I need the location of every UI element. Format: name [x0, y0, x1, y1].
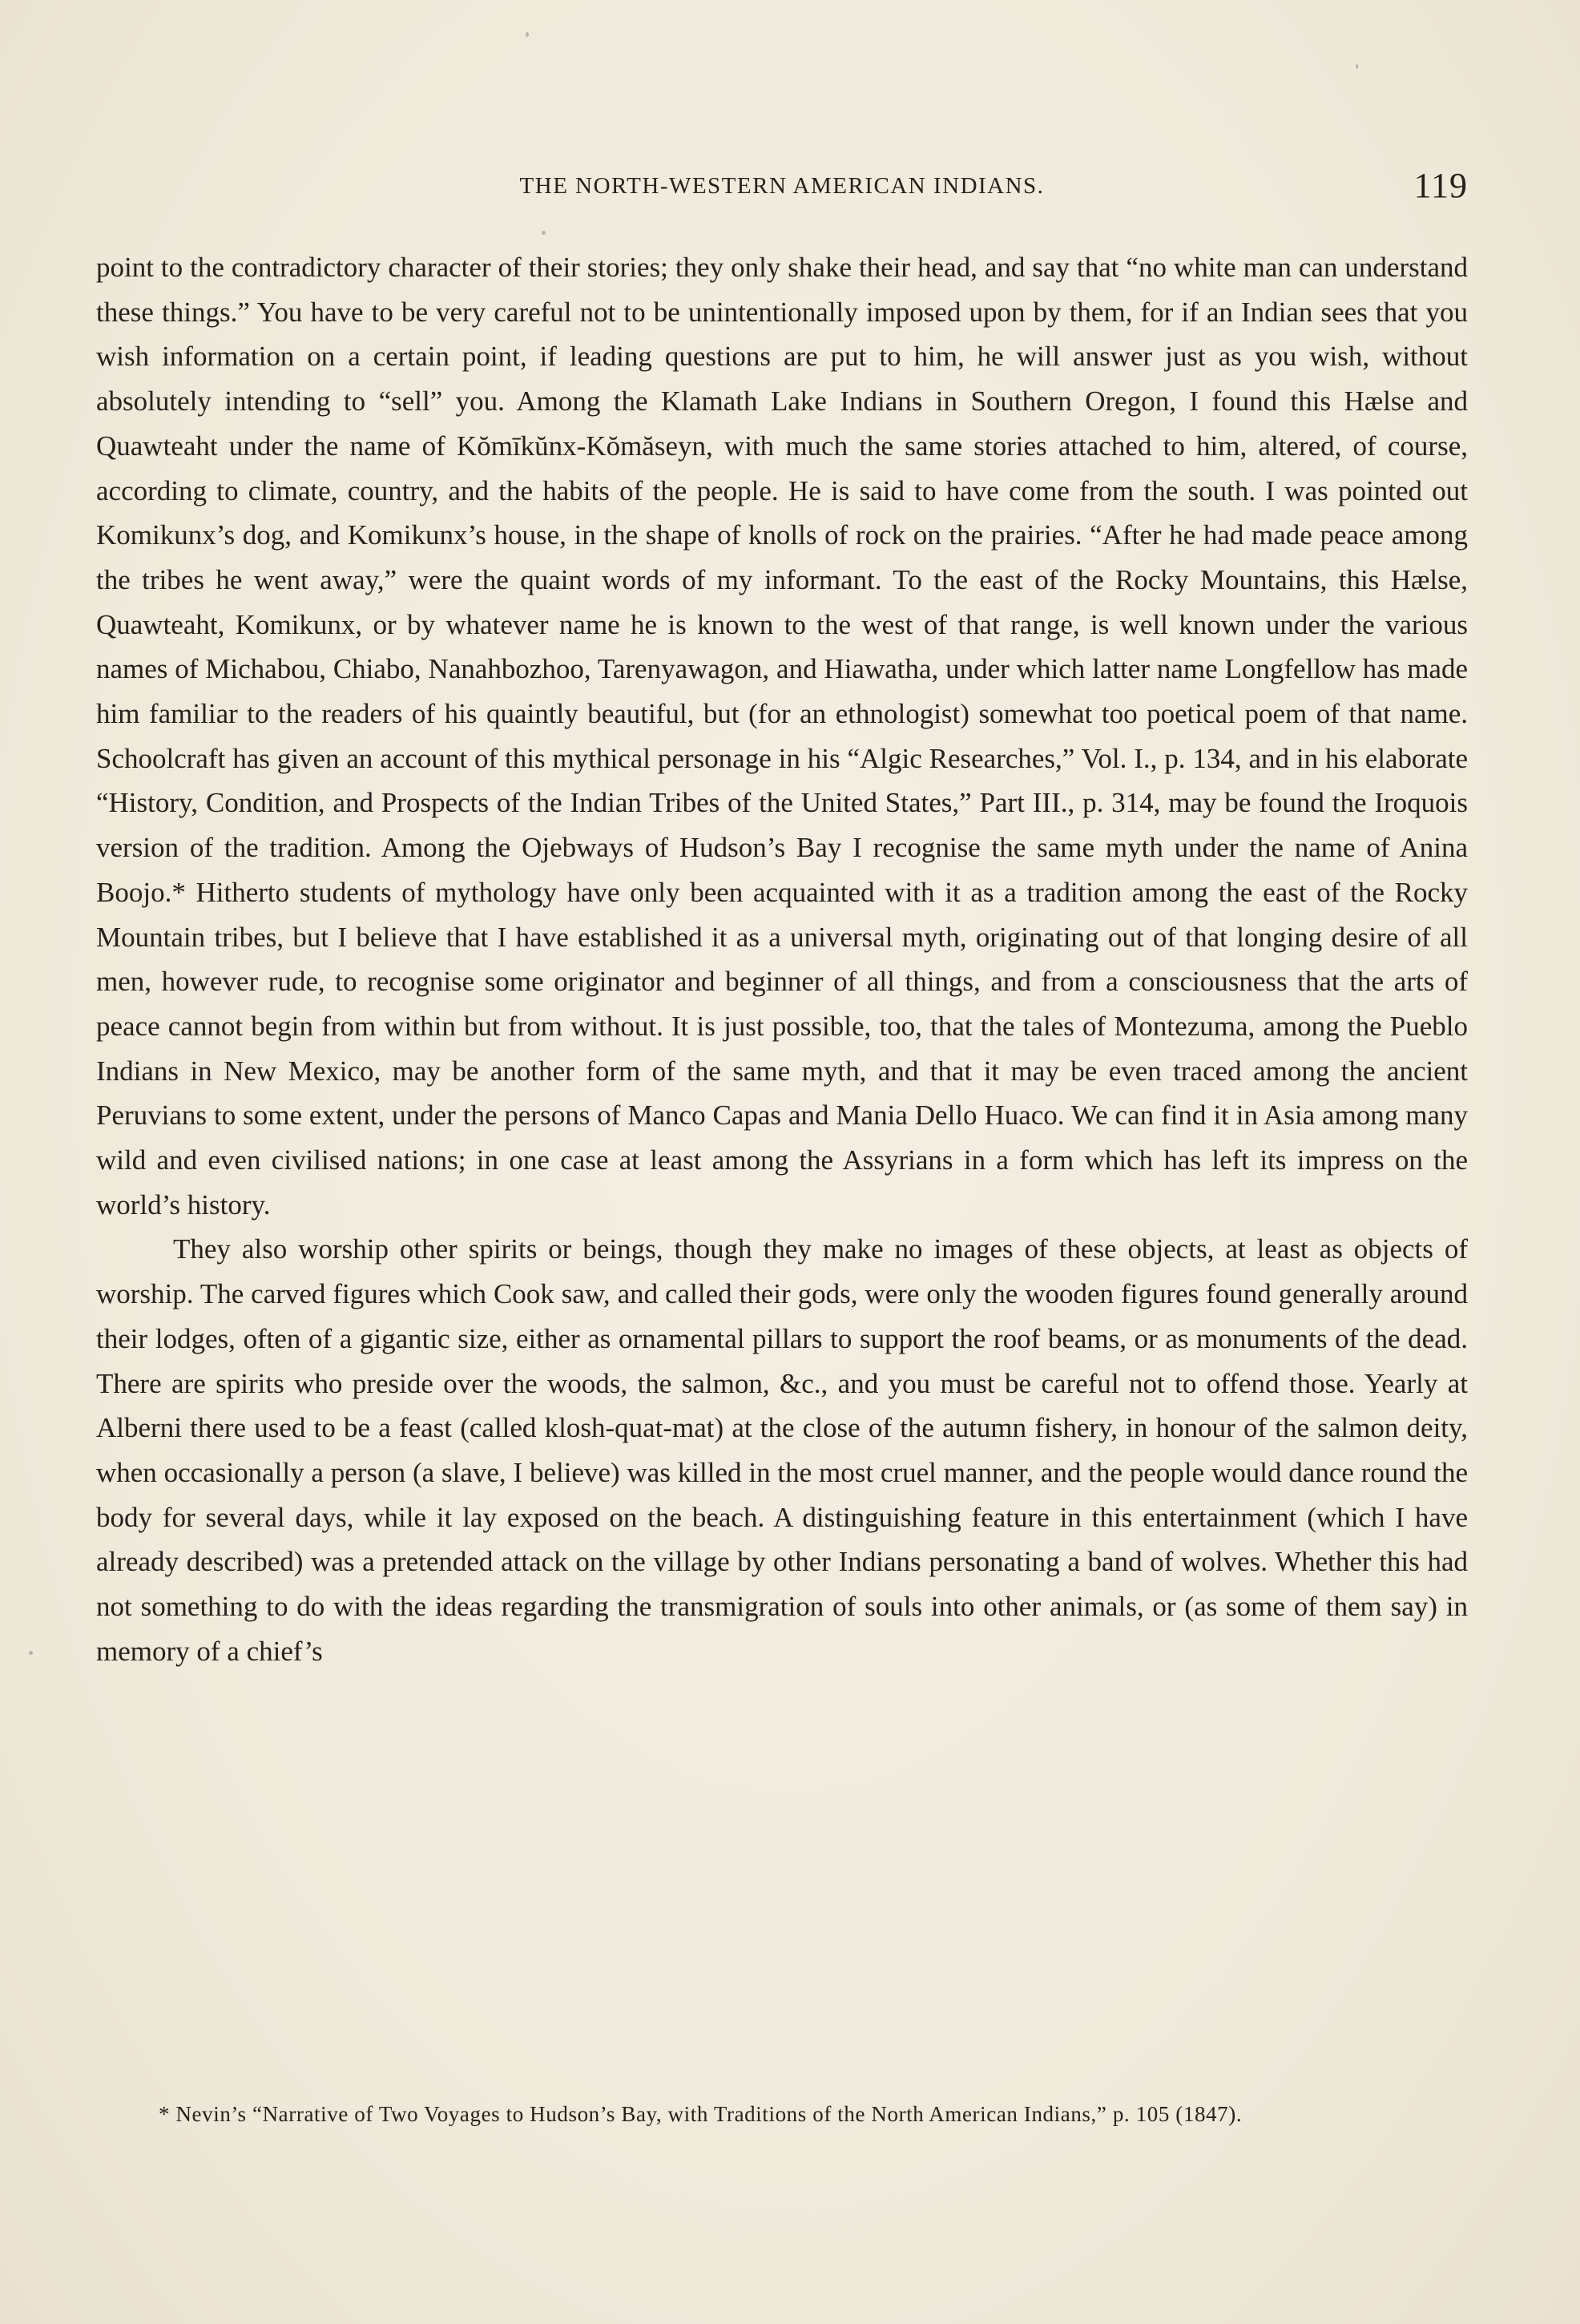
page-number: 119	[1413, 166, 1468, 205]
running-title: THE NORTH-WESTERN AMERICAN INDIANS.	[519, 173, 1045, 199]
running-head	[96, 168, 1468, 208]
body-text	[96, 245, 1468, 1674]
paper-speck	[29, 1651, 33, 1655]
paper-speck	[542, 231, 546, 235]
footnote: * Nevin’s “Narrative of Two Voyages to Hudson’s Bay, with Traditions of the North American Indians,” p. 105 (1847).	[159, 2102, 1243, 2126]
paragraph-spirits: They also worship other spirits or beings, though they make no images of these objects, at least as objects of worship. The carved figures which Cook saw, and called their gods, were only the wooden figures found generally around their lodges, often of a gigantic size, either as ornamental pillars to support the roof beams, or as monuments of the dead. There are spirits who preside over the woods, the salmon, &c., and you must be careful not to offend those. Yearly at Alberni there used to be a feast (called klosh-quat-mat) at the close of the autumn fishery, in honour of the salmon deity, when occasionally a person (a slave, I believe) was killed in the most cruel manner, and the people would dance round the body for several days, while it lay exposed on the beach. A distinguishing feature in this entertainment (which I have already described) was a pretended attack on the village by other Indians personating a band of wolves. Whether this had not something to do with the ideas regarding the transmigration of souls into other animals, or (as some of them say) in memory of a chief’s	[96, 1233, 1468, 1667]
paper-speck	[1356, 64, 1358, 69]
paragraph-continued: point to the contradictory character of their stories; they only shake their head, and say that “no white man can understand these things.” You have to be very careful not to be unintentionally imposed upon by them, for if an Indian sees that you wish information on a certain point, if leading questions are put to him, he will answer just as you wish, without absolutely intending to “sell” you. Among the Klamath Lake Indians in Southern Oregon, I found this Hælse and Quawteaht under the name of Kŏmīkŭnx-Kŏmăseyn, with much the same stories attached to him, altered, of course, according to climate, country, and the habits of the people. He is said to have come from the south. I was pointed out Komikunx’s dog, and Komikunx’s house, in the shape of knolls of rock on the prairies. “After he had made peace among the tribes he went away,” were the quaint words of my informant. To the east of the Rocky Mountains, this Hælse, Quawteaht, Komikunx, or by whatever name he is known to the west of that range, is well known under the various names of Michabou, Chiabo, Nanahbozhoo, Tarenyawagon, and Hiawatha, under which latter name Longfellow has made him familiar to the readers of his quaintly beautiful, but (for an ethnologist) somewhat too poetical poem of that name. Schoolcraft has given an account of this mythical personage in his “Algic Researches,” Vol. I., p. 134, and in his elaborate “History, Condition, and Prospects of the Indian Tribes of the United States,” Part III., p. 314, may be found the Iroquois version of the tradition. Among the Ojebways of Hudson’s Bay I recognise the same myth under the name of Anina Boojo.* Hitherto students of mythology have only been acquainted with it as a tradition among the east of the Rocky Mountain tribes, but I believe that I have established it as a universal myth, originating out of that longing desire of all men, however rude, to recognise some originator and beginner of all things, and from a consciousness that the arts of peace cannot begin from within but from without. It is just possible, too, that the tales of Montezuma, among the Pueblo Indians in New Mexico, may be another form of the same myth, and that it may be even traced among the ancient Peruvians to some extent, under the persons of Manco Capas and Mania Dello Huaco. We can find it in Asia among many wild and even civilised nations; in one case at least among the Assyrians in a form which has left its impress on the world’s history.	[96, 252, 1468, 1221]
paper-speck	[526, 32, 529, 37]
